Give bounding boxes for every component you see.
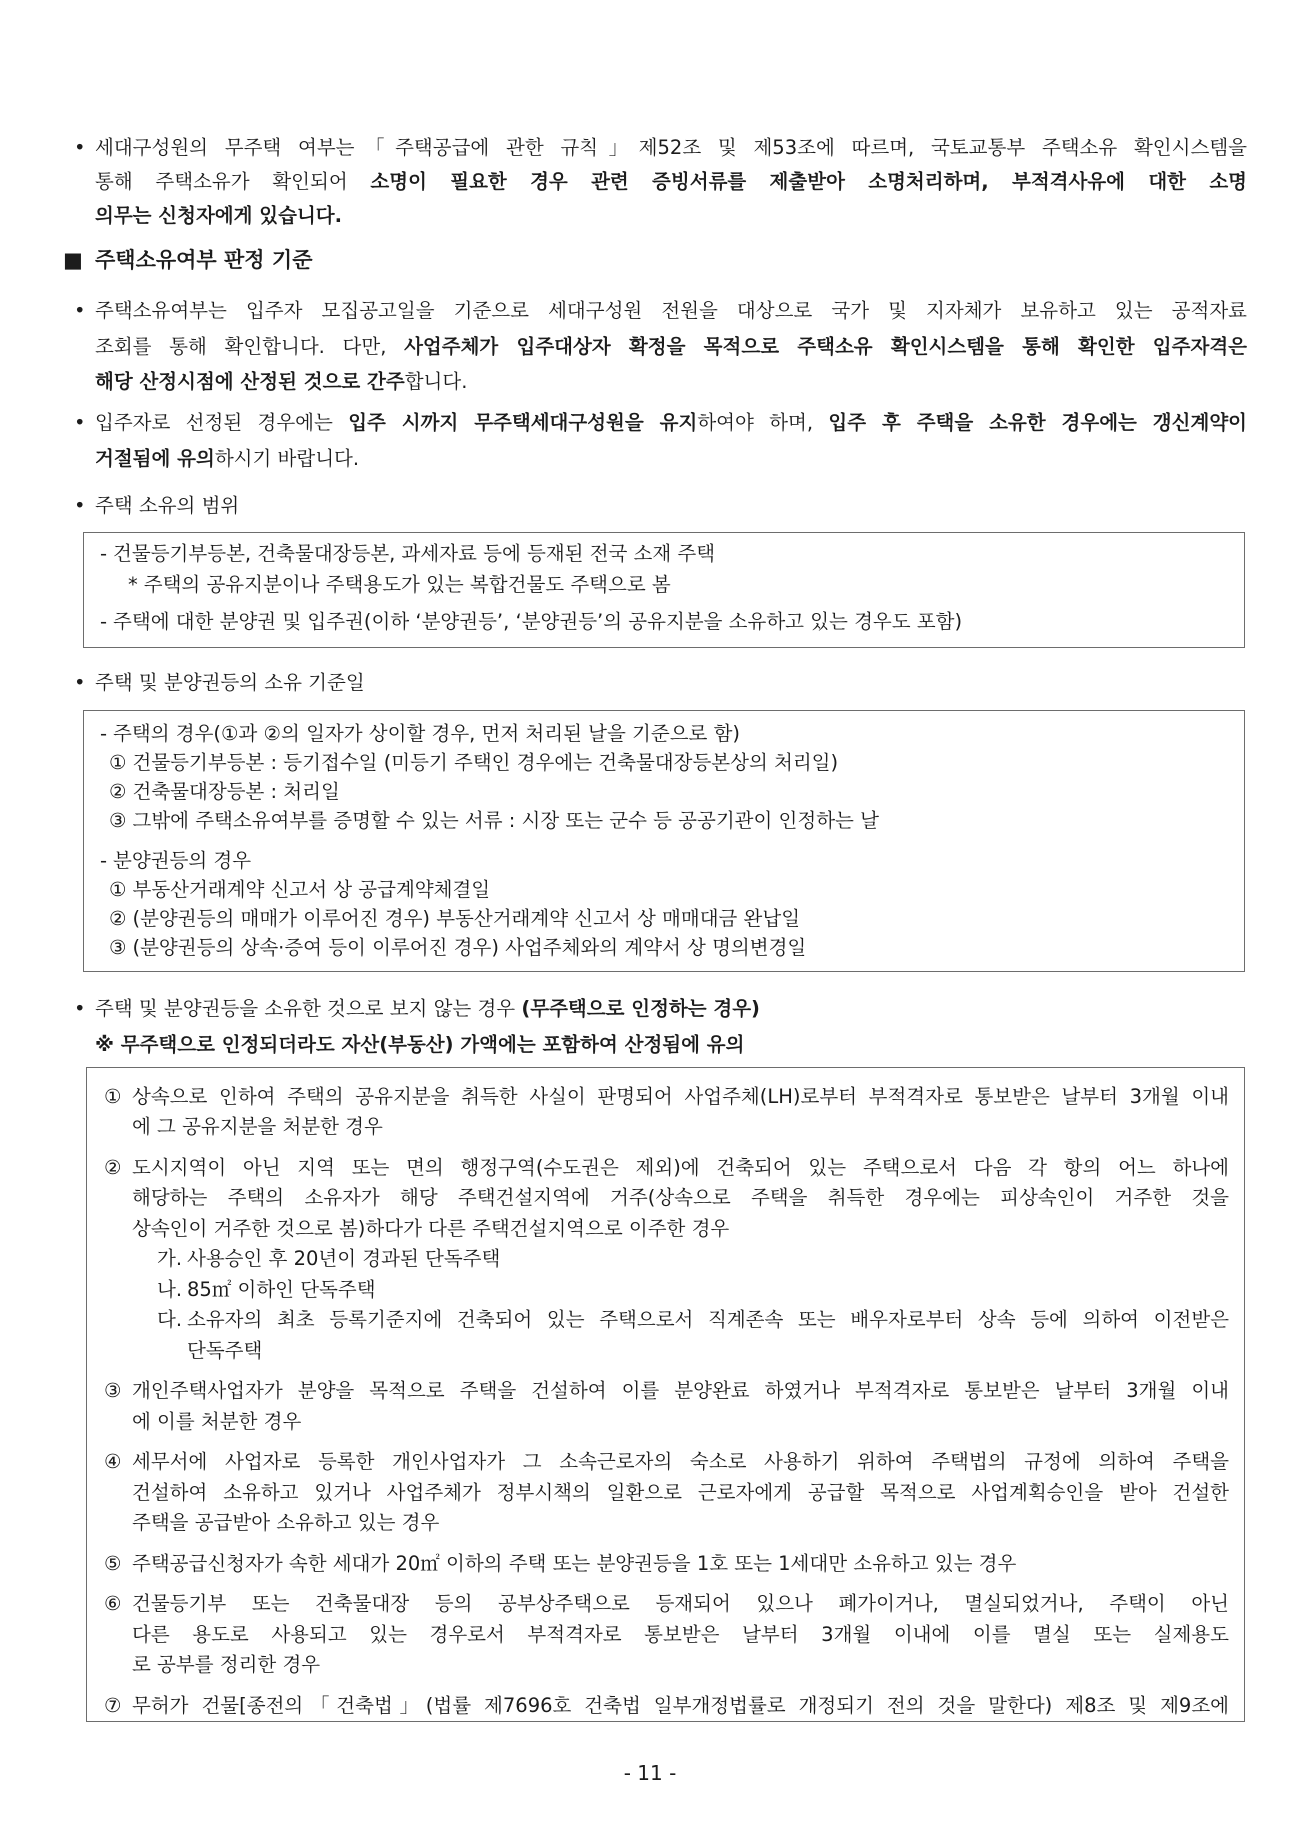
housing-date-item: [109, 777, 1228, 806]
item-line: 로 공부를 정리한 경우: [132, 1653, 321, 1677]
reference-date-bullet: [74, 666, 1247, 700]
circled-number: ①: [109, 750, 127, 774]
exception-subitem: [132, 1305, 1229, 1366]
item-line: 개인주택사업자가 분양을 목적으로 주택을 건설하여 이를 분양완료 하였거나 부적격자로 통보받은 날부터 3개월 이내: [132, 1379, 1229, 1403]
subitem-label: 나.: [157, 1277, 183, 1301]
line-text: 하여야 하며,: [697, 411, 829, 434]
item-line: 에 그 공유지분을 처분한 경우: [132, 1115, 383, 1139]
page-number: - 11 -: [623, 1761, 677, 1785]
circled-number: ③: [109, 808, 127, 832]
circled-number: ②: [109, 779, 127, 803]
line-text: 주택소유여부는 입주자 모집공고일을 기준으로 세대구성원 전원을 대상으로 국가 및 지자체가 보유하고 있는 공적자료: [95, 299, 1247, 322]
bullet-label: [95, 991, 1247, 1027]
paragraph-line: [95, 441, 1247, 477]
line-text: 주택 및 분양권등을 소유한 것으로 보지 않는 경우: [95, 997, 522, 1020]
item-line: 단독주택: [187, 1338, 263, 1362]
item-line: 도시지역이 아닌 지역 또는 면의 행정구역(수도권은 제외)에 건축되어 있는 주택으로서 다음 각 항의 어느 하나에: [132, 1155, 1229, 1179]
circled-number: ⑦: [104, 1693, 122, 1717]
bullet-label: 주택 소유의 범위: [95, 494, 240, 517]
line-text: 통해 주택소유가 확인되어: [95, 170, 371, 193]
item-text: (분양권등의 상속·증여 등이 이루어진 경우) 사업주체와의 계약서 상 명의변경일: [132, 935, 807, 959]
exception-item: [104, 1153, 1229, 1367]
item-line: 다른 용도로 사용되고 있는 경우로서 부적격자로 통보받은 날부터 3개월 이내에 이를 멸실 또는 실제용도: [132, 1622, 1229, 1646]
exception-item: [104, 1082, 1229, 1143]
presale-date-item: [109, 875, 1228, 904]
bullet-marker: •: [74, 136, 86, 159]
circled-number: ④: [104, 1450, 122, 1474]
line-text: 조회를 통해 확인합니다. 다만,: [95, 334, 405, 358]
line-text: 합니다.: [404, 370, 468, 393]
housing-group-title: [100, 719, 1228, 748]
item-line: 해당하는 주택의 소유자가 해당 주택건설지역에 거주(상속으로 주택을 취득한 경우에는 피상속인이 거주한 것을: [132, 1186, 1229, 1210]
subitem-label: 다.: [157, 1308, 183, 1332]
item-line: 상속인이 거주한 것으로 봄)하다가 다른 주택건설지역으로 이주한 경우: [132, 1216, 730, 1240]
caution-note: ※ 무주택으로 인정되더라도 자산(부동산) 가액에는 포함하여 산정됨에 유의: [95, 1033, 745, 1056]
emphasis-text: 거절됨에 유의: [95, 447, 215, 470]
paragraph-line: [95, 329, 1247, 365]
circled-number: ⑥: [104, 1592, 122, 1616]
scope-note: [128, 569, 1228, 600]
section-heading: [63, 245, 312, 275]
ownership-criteria-bullet: [74, 293, 1247, 400]
emphasis-text: 의무는 신청자에게 있습니다.: [95, 204, 343, 227]
ownership-scope-bullet: [74, 489, 1247, 523]
dash-marker: -: [100, 848, 108, 872]
exception-item: [104, 1376, 1229, 1437]
exception-item: [104, 1549, 1229, 1580]
bullet-marker: •: [74, 494, 86, 517]
exception-item: [104, 1691, 1229, 1722]
circled-number: ⑤: [104, 1551, 122, 1575]
item-line: 85㎡ 이하인 단독주택: [187, 1277, 376, 1301]
square-bullet-icon: ■: [63, 248, 83, 272]
no-home-verification-bullet: [74, 131, 1247, 233]
bullet-label: 주택 및 분양권등의 소유 기준일: [95, 671, 365, 694]
presale-date-item: [109, 904, 1228, 933]
section-title: 주택소유여부 판정 기준: [95, 248, 313, 272]
circled-number: ①: [109, 877, 127, 901]
paragraph-line: [95, 405, 1247, 441]
item-text: (분양권등의 매매가 이루어진 경우) 부동산거래계약 신고서 상 매매대금 완납일: [132, 906, 801, 930]
item-text: 그밖에 주택소유여부를 증명할 수 있는 서류 : 시장 또는 군수 등 공공기관이 인정하는 날: [132, 808, 879, 832]
dash-marker: -: [100, 541, 108, 565]
circled-number: ③: [104, 1379, 122, 1403]
scope-item: [100, 538, 1228, 569]
dash-marker: -: [100, 721, 108, 745]
line-text: 하시기 바랍니다.: [214, 447, 360, 470]
no-home-exceptions-box: [86, 1067, 1245, 1722]
group-title-text: 주택의 경우(①과 ②의 일자가 상이할 경우, 먼저 처리된 날을 기준으로 함): [113, 721, 741, 745]
no-home-exceptions-bullet: [74, 991, 1247, 1063]
item-line: 주택공급신청자가 속한 세대가 20㎡ 이하의 주택 또는 분양권등을 1호 또는 1세대만 소유하고 있는 경우: [132, 1551, 1017, 1575]
paragraph-line: [95, 364, 1247, 400]
bullet-marker: •: [74, 997, 86, 1020]
circled-number: ①: [104, 1084, 122, 1108]
exception-item: [104, 1447, 1229, 1539]
asterisk-marker: *: [128, 572, 138, 596]
circled-number: ②: [109, 906, 127, 930]
item-line: 건설하여 소유하고 있거나 사업주체가 정부시책의 일환으로 근로자에게 공급할 목적으로 사업계획승인을 받아 건설한: [132, 1480, 1229, 1504]
bullet-marker: •: [74, 411, 86, 434]
emphasis-text: 입주 시까지 무주택세대구성원을 유지: [348, 411, 698, 434]
ownership-scope-box: [83, 532, 1245, 648]
item-text: 부동산거래계약 신고서 상 공급계약체결일: [132, 877, 491, 901]
presale-date-item: [109, 933, 1228, 962]
item-text: 건물등기부등본 : 등기접수일 (미등기 주택인 경우에는 건축물대장등본상의 처리일): [132, 750, 839, 774]
paragraph-line: [95, 165, 1247, 199]
item-text: 건축물대장등본 : 처리일: [132, 779, 340, 803]
circled-number: ②: [104, 1155, 122, 1179]
subitem-label: 가.: [157, 1247, 183, 1271]
circled-number: ③: [109, 935, 127, 959]
residency-requirement-bullet: [74, 405, 1247, 477]
emphasis-text: 소명이 필요한 경우 관련 증빙서류를 제출받아 소명처리하며, 부적격사유에 대한 소명: [370, 170, 1247, 193]
item-line: 에 이를 처분한 경우: [132, 1409, 302, 1433]
emphasis-text: 해당 산정시점에 산정된 것으로 간주: [95, 370, 405, 393]
scope-item-text: 주택의 공유지분이나 주택용도가 있는 복합건물도 주택으로 봄: [143, 572, 671, 596]
item-line: 무허가 건물[종전의「건축법」(법률 제7696호 건축법 일부개정법률로 개정되기 전의 것을 말한다) 제8조 및 제9조에: [132, 1693, 1229, 1717]
item-line: 상속으로 인하여 주택의 공유지분을 취득한 사실이 판명되어 사업주체(LH)로부터 부적격자로 통보받은 날부터 3개월 이내: [132, 1084, 1229, 1108]
paragraph-line: [95, 199, 1247, 233]
group-title-text: 분양권등의 경우: [113, 848, 252, 872]
housing-date-item: [109, 748, 1228, 777]
bullet-marker: •: [74, 299, 86, 322]
exception-subitem: [132, 1275, 1229, 1306]
housing-date-item: [109, 806, 1228, 835]
presale-group-title: [100, 846, 1228, 875]
item-line: 주택을 공급받아 소유하고 있는 경우: [132, 1511, 440, 1535]
paragraph-line: [95, 293, 1247, 329]
exception-item: [104, 1589, 1229, 1681]
scope-item: [100, 606, 1228, 637]
item-line: 세무서에 사업자로 등록한 개인사업자가 그 소속근로자의 숙소로 사용하기 위하여 주택법의 규정에 의하여 주택을: [132, 1450, 1229, 1474]
line-text: 입주자로 선정된 경우에는: [95, 411, 349, 434]
emphasis-text: (무주택으로 인정하는 경우): [521, 997, 760, 1020]
bullet-marker: •: [74, 671, 86, 694]
item-line: 건물등기부 또는 건축물대장 등의 공부상주택으로 등재되어 있으나 폐가이거나, 멸실되었거나, 주택이 아닌: [132, 1592, 1229, 1616]
reference-date-box: [83, 710, 1245, 972]
scope-item-text: 건물등기부등본, 건축물대장등본, 과세자료 등에 등재된 전국 소재 주택: [113, 541, 716, 565]
emphasis-text: 입주 후 주택을 소유한 경우에는 갱신계약이: [828, 411, 1247, 434]
line-text: 세대구성원의 무주택 여부는「주택공급에 관한 규칙」제52조 및 제53조에 따르며, 국토교통부 주택소유 확인시스템을: [95, 136, 1247, 159]
exception-subitem: [132, 1244, 1229, 1275]
paragraph-line: [95, 131, 1247, 165]
dash-marker: -: [100, 609, 108, 633]
item-line: 소유자의 최초 등록기준지에 건축되어 있는 주택으로서 직계존속 또는 배우자로부터 상속 등에 의하여 이전받은: [187, 1308, 1229, 1332]
item-line: 사용승인 후 20년이 경과된 단독주택: [187, 1247, 501, 1271]
emphasis-text: 사업주체가 입주대상자 확정을 목적으로 주택소유 확인시스템을 통해 확인한 입주자격은: [404, 334, 1247, 358]
scope-item-text: 주택에 대한 분양권 및 입주권(이하 ‘분양권등’, ‘분양권등’의 공유지분을 소유하고 있는 경우도 포함): [113, 609, 963, 633]
